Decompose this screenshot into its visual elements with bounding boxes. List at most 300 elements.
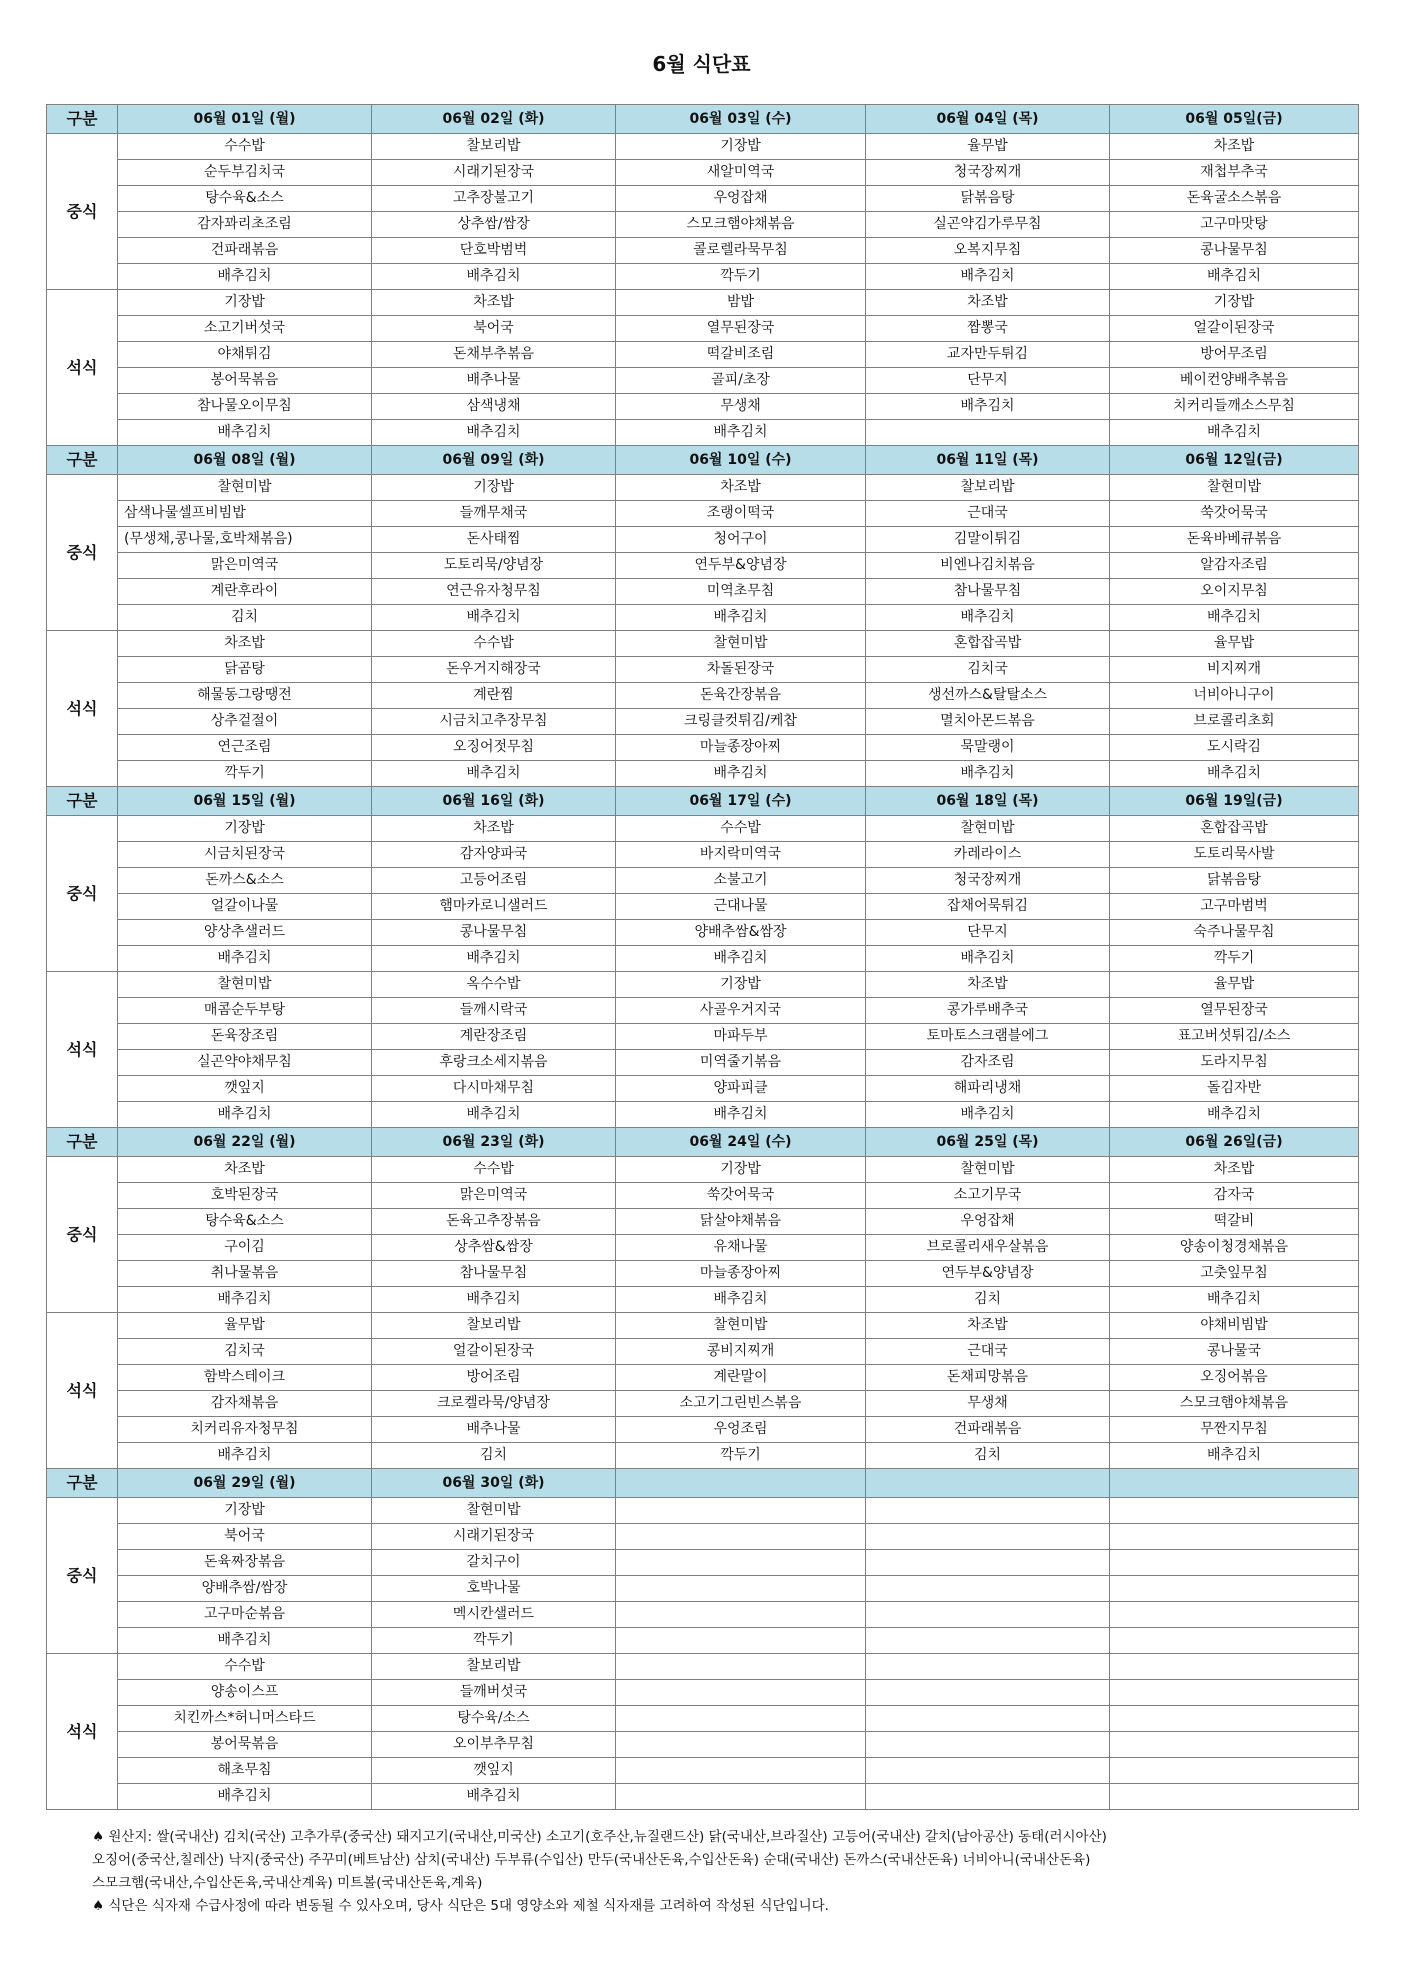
menu-item: 상추쌈&쌈장 <box>372 1235 616 1261</box>
disclaimer-note: ♠ 식단은 식자재 수급사정에 따라 변동될 수 있사오며, 당사 식단은 5대 영양소와 제철 식자재를 고려하여 작성된 식단입니다. <box>92 1898 829 1914</box>
dinner-row <box>47 1024 1359 1050</box>
dinner-row <box>47 735 1359 761</box>
menu-item: 스모크햄야채볶음 <box>616 212 866 238</box>
menu-item: 사골우거지국 <box>616 998 866 1024</box>
menu-item <box>1110 1550 1359 1576</box>
menu-item: 치커리들깨소스무침 <box>1110 394 1359 420</box>
menu-item: 돈육짜장볶음 <box>118 1550 372 1576</box>
menu-item: 콩나물무침 <box>1110 238 1359 264</box>
menu-item: 차조밥 <box>118 631 372 657</box>
menu-item: 햄마카로니샐러드 <box>372 894 616 920</box>
menu-item: 치커리유자청무침 <box>118 1417 372 1443</box>
menu-item: 콩가루배추국 <box>866 998 1110 1024</box>
menu-item: 계란장조림 <box>372 1024 616 1050</box>
menu-item: 기장밥 <box>616 134 866 160</box>
menu-item: 돈육간장볶음 <box>616 683 866 709</box>
menu-item: 상추겉절이 <box>118 709 372 735</box>
day-header: 06월 30일 (화) <box>372 1469 616 1498</box>
menu-item: 소불고기 <box>616 868 866 894</box>
menu-item: 율무밥 <box>866 134 1110 160</box>
lunch-row <box>47 1261 1359 1287</box>
menu-item: 감자채볶음 <box>118 1391 372 1417</box>
lunch-row <box>47 1550 1359 1576</box>
menu-item: 기장밥 <box>616 972 866 998</box>
menu-item <box>616 1550 866 1576</box>
menu-item: 기장밥 <box>118 1498 372 1524</box>
dinner-row <box>47 1365 1359 1391</box>
menu-item: 양배추쌈/쌈장 <box>118 1576 372 1602</box>
menu-item: 배추김치 <box>372 1287 616 1313</box>
menu-item <box>1110 1784 1359 1810</box>
menu-item: 배추김치 <box>1110 264 1359 290</box>
menu-item: 닭볶음탕 <box>866 186 1110 212</box>
lunch-row <box>47 238 1359 264</box>
menu-item: 너비아니구이 <box>1110 683 1359 709</box>
lunch-row <box>47 501 1359 527</box>
dinner-row <box>47 1050 1359 1076</box>
menu-item: 크링클컷튀김/케찹 <box>616 709 866 735</box>
menu-item <box>866 1602 1110 1628</box>
menu-item <box>1110 1524 1359 1550</box>
dinner-row <box>47 1654 1359 1680</box>
menu-item: 들깨시락국 <box>372 998 616 1024</box>
menu-item: 미역줄기볶음 <box>616 1050 866 1076</box>
menu-item <box>866 1628 1110 1654</box>
menu-item: 닭곰탕 <box>118 657 372 683</box>
menu-item: 치킨까스*허니머스타드 <box>118 1706 372 1732</box>
origin-note-line-1: ♠ 원산지: 쌀(국내산) 김치(국산) 고추가루(중국산) 돼지고기(국내산,미국산) 소고기(호주산,뉴질랜드산) 닭(국내산,브라질산) 고등어(국내산) 갈치(남아공산) 동태(러시아산) <box>92 1829 1107 1845</box>
dinner-row <box>47 1102 1359 1128</box>
menu-item: 시래기된장국 <box>372 1524 616 1550</box>
dinner-label: 석식 <box>47 1313 118 1469</box>
menu-item <box>616 1758 866 1784</box>
week-header-row <box>47 787 1359 816</box>
menu-item: 배추김치 <box>1110 1102 1359 1128</box>
menu-item: 후랑크소세지볶음 <box>372 1050 616 1076</box>
lunch-row <box>47 894 1359 920</box>
menu-item: 돈까스&소스 <box>118 868 372 894</box>
menu-item: 다시마채무침 <box>372 1076 616 1102</box>
menu-item: 실곤약김가루무침 <box>866 212 1110 238</box>
menu-item: 갈치구이 <box>372 1550 616 1576</box>
menu-item: 배추김치 <box>616 946 866 972</box>
menu-item: 브로콜리새우살볶음 <box>866 1235 1110 1261</box>
menu-item: 찰보리밥 <box>866 475 1110 501</box>
menu-item: 기장밥 <box>616 1157 866 1183</box>
day-header: 06월 15일 (월) <box>118 787 372 816</box>
menu-item <box>616 1602 866 1628</box>
lunch-label: 중식 <box>47 134 118 290</box>
menu-item: 북어국 <box>118 1524 372 1550</box>
lunch-row <box>47 842 1359 868</box>
menu-item: 감자국 <box>1110 1183 1359 1209</box>
menu-item: 연두부&양념장 <box>866 1261 1110 1287</box>
day-header: 06월 22일 (월) <box>118 1128 372 1157</box>
menu-item: 돌김자반 <box>1110 1076 1359 1102</box>
menu-item: 차조밥 <box>866 1313 1110 1339</box>
menu-item: 비엔나김치볶음 <box>866 553 1110 579</box>
origin-note-line-3: 스모크햄(국내산,수입산돈육,국내산계육) 미트볼(국내산돈육,계육) <box>92 1875 483 1891</box>
menu-item: 돈우거지해장국 <box>372 657 616 683</box>
lunch-row <box>47 1576 1359 1602</box>
lunch-label: 중식 <box>47 475 118 631</box>
menu-item: 배추김치 <box>118 264 372 290</box>
menu-item: 배추김치 <box>118 1628 372 1654</box>
menu-item: 돈육고추장볶음 <box>372 1209 616 1235</box>
menu-item: 찰현미밥 <box>1110 475 1359 501</box>
menu-item: 탕수육&소스 <box>118 1209 372 1235</box>
menu-item <box>1110 1732 1359 1758</box>
menu-item <box>866 1654 1110 1680</box>
menu-item: 양상추샐러드 <box>118 920 372 946</box>
menu-item: 소고기그린빈스볶음 <box>616 1391 866 1417</box>
lunch-row <box>47 1235 1359 1261</box>
menu-item: 찰보리밥 <box>372 1654 616 1680</box>
menu-item: 숙주나물무침 <box>1110 920 1359 946</box>
menu-item <box>616 1524 866 1550</box>
menu-item: 쑥갓어묵국 <box>616 1183 866 1209</box>
menu-item: 연근조림 <box>118 735 372 761</box>
dinner-row <box>47 631 1359 657</box>
menu-item: 탕수육/소스 <box>372 1706 616 1732</box>
menu-item: 양송이청경채볶음 <box>1110 1235 1359 1261</box>
menu-item: 북어국 <box>372 316 616 342</box>
week-header-row <box>47 446 1359 475</box>
page-title: 6월 식단표 <box>652 52 751 76</box>
day-header: 06월 10일 (수) <box>616 446 866 475</box>
menu-item: 짬뽕국 <box>866 316 1110 342</box>
lunch-row <box>47 605 1359 631</box>
menu-item <box>866 1784 1110 1810</box>
origin-note-line-2: 오징어(중국산,칠레산) 낙지(중국산) 주꾸미(베트남산) 삼치(국내산) 두부류(수입산) 만두(국내산돈육,수입산돈육) 순대(국내산) 돈까스(국내산돈육) 너비아니(국내산돈육) <box>92 1852 1091 1868</box>
menu-item: 돈사태찜 <box>372 527 616 553</box>
dinner-row <box>47 1339 1359 1365</box>
menu-item: 차조밥 <box>866 290 1110 316</box>
menu-item <box>866 1550 1110 1576</box>
menu-item: 교자만두튀김 <box>866 342 1110 368</box>
menu-item: 방어조림 <box>372 1365 616 1391</box>
menu-item <box>1110 1758 1359 1784</box>
dinner-row <box>47 709 1359 735</box>
day-header: 06월 29일 (월) <box>118 1469 372 1498</box>
gubun-header: 구분 <box>47 446 118 475</box>
menu-item: 김치 <box>372 1443 616 1469</box>
menu-item: 근대국 <box>866 1339 1110 1365</box>
day-header: 06월 23일 (화) <box>372 1128 616 1157</box>
menu-item: 배추김치 <box>866 264 1110 290</box>
menu-item: 돈육장조림 <box>118 1024 372 1050</box>
menu-item: 깻잎지 <box>118 1076 372 1102</box>
menu-item <box>1110 1576 1359 1602</box>
menu-item: 오징어볶음 <box>1110 1365 1359 1391</box>
menu-item: 오징어젓무침 <box>372 735 616 761</box>
menu-item: 떡갈비조림 <box>616 342 866 368</box>
menu-item: 청국장찌개 <box>866 160 1110 186</box>
day-header: 06월 02일 (화) <box>372 105 616 134</box>
dinner-row <box>47 998 1359 1024</box>
menu-item: 찰현미밥 <box>118 972 372 998</box>
menu-item: 배추김치 <box>866 394 1110 420</box>
menu-item: 김치 <box>866 1443 1110 1469</box>
menu-item <box>866 1576 1110 1602</box>
dinner-label: 석식 <box>47 1654 118 1810</box>
menu-item: 배추김치 <box>372 605 616 631</box>
menu-table <box>46 104 1359 1810</box>
lunch-row <box>47 1209 1359 1235</box>
menu-item: 차조밥 <box>372 290 616 316</box>
lunch-row <box>47 1498 1359 1524</box>
menu-item: 수수밥 <box>616 816 866 842</box>
menu-item: 차조밥 <box>1110 134 1359 160</box>
lunch-row <box>47 1157 1359 1183</box>
menu-item: 배추김치 <box>866 605 1110 631</box>
menu-item: 도토리묵사발 <box>1110 842 1359 868</box>
menu-item <box>866 1524 1110 1550</box>
menu-item: 배추김치 <box>866 1102 1110 1128</box>
menu-item <box>1110 1680 1359 1706</box>
menu-item: 계란후라이 <box>118 579 372 605</box>
menu-item: 고구마맛탕 <box>1110 212 1359 238</box>
menu-item <box>866 1706 1110 1732</box>
menu-item: 미역초무침 <box>616 579 866 605</box>
menu-item: 돈육바베큐볶음 <box>1110 527 1359 553</box>
menu-item: 배추김치 <box>616 1102 866 1128</box>
gubun-header: 구분 <box>47 787 118 816</box>
lunch-row <box>47 160 1359 186</box>
menu-item: 차조밥 <box>616 475 866 501</box>
lunch-row <box>47 579 1359 605</box>
lunch-row <box>47 212 1359 238</box>
day-header: 06월 26일(금) <box>1110 1128 1359 1157</box>
day-header: 06월 04일 (목) <box>866 105 1110 134</box>
menu-item <box>616 1628 866 1654</box>
menu-item <box>1110 1602 1359 1628</box>
dinner-label: 석식 <box>47 290 118 446</box>
menu-item <box>616 1706 866 1732</box>
menu-item: 계란찜 <box>372 683 616 709</box>
week-header-row <box>47 105 1359 134</box>
menu-item: 배추김치 <box>372 1102 616 1128</box>
menu-item: 기장밥 <box>372 475 616 501</box>
menu-item: 삼색냉채 <box>372 394 616 420</box>
day-header <box>866 1469 1110 1498</box>
menu-item: 상추쌈/쌈장 <box>372 212 616 238</box>
menu-item <box>866 420 1110 446</box>
lunch-row <box>47 553 1359 579</box>
lunch-row <box>47 1183 1359 1209</box>
menu-item <box>616 1680 866 1706</box>
menu-item: 알감자조림 <box>1110 553 1359 579</box>
menu-item: 배추김치 <box>372 420 616 446</box>
day-header: 06월 09일 (화) <box>372 446 616 475</box>
lunch-label: 중식 <box>47 1498 118 1654</box>
menu-item: 수수밥 <box>372 631 616 657</box>
gubun-header: 구분 <box>47 1128 118 1157</box>
menu-item: 크로켈라묵/양념장 <box>372 1391 616 1417</box>
menu-item: 김말이튀김 <box>866 527 1110 553</box>
menu-item: 깍두기 <box>616 264 866 290</box>
week-header-row <box>47 1128 1359 1157</box>
menu-item: 건파래볶음 <box>118 238 372 264</box>
menu-item: 배추나물 <box>372 1417 616 1443</box>
menu-item: 실곤약야채무침 <box>118 1050 372 1076</box>
menu-item: 차조밥 <box>1110 1157 1359 1183</box>
menu-item: 감자꽈리초조림 <box>118 212 372 238</box>
menu-item: 수수밥 <box>118 1654 372 1680</box>
week-header-row <box>47 1469 1359 1498</box>
dinner-row <box>47 1076 1359 1102</box>
menu-item: 찰현미밥 <box>866 816 1110 842</box>
menu-item: 재첩부추국 <box>1110 160 1359 186</box>
menu-item: 배추김치 <box>118 1443 372 1469</box>
menu-item: 찰현미밥 <box>372 1498 616 1524</box>
menu-item: 잡채어묵튀김 <box>866 894 1110 920</box>
menu-item: 감자양파국 <box>372 842 616 868</box>
dinner-row <box>47 1417 1359 1443</box>
menu-item: 감자조림 <box>866 1050 1110 1076</box>
menu-item: 배추김치 <box>616 420 866 446</box>
menu-item: 밤밥 <box>616 290 866 316</box>
menu-item: 구이김 <box>118 1235 372 1261</box>
menu-item: 호박된장국 <box>118 1183 372 1209</box>
menu-item: 도라지무침 <box>1110 1050 1359 1076</box>
menu-item: 맑은미역국 <box>118 553 372 579</box>
menu-item: 멸치아몬드볶음 <box>866 709 1110 735</box>
day-header: 06월 11일 (목) <box>866 446 1110 475</box>
menu-item: 김치국 <box>866 657 1110 683</box>
menu-item: 양파피클 <box>616 1076 866 1102</box>
dinner-row <box>47 368 1359 394</box>
menu-item: 배추김치 <box>866 946 1110 972</box>
menu-item: 차조밥 <box>372 816 616 842</box>
dinner-row <box>47 1758 1359 1784</box>
menu-item: 배추김치 <box>616 761 866 787</box>
dinner-row <box>47 342 1359 368</box>
menu-item: 양송이스프 <box>118 1680 372 1706</box>
menu-item: 배추김치 <box>372 264 616 290</box>
lunch-row <box>47 527 1359 553</box>
menu-item: 고춧잎무침 <box>1110 1261 1359 1287</box>
menu-item: 소고기무국 <box>866 1183 1110 1209</box>
menu-item: 토마토스크램블에그 <box>866 1024 1110 1050</box>
menu-item: 생선까스&탈탈소스 <box>866 683 1110 709</box>
menu-item: 해물동그랑땡전 <box>118 683 372 709</box>
menu-item: 청국장찌개 <box>866 868 1110 894</box>
menu-item: 시금치고추장무침 <box>372 709 616 735</box>
menu-item: 배추김치 <box>1110 1287 1359 1313</box>
menu-item: 참나물무침 <box>866 579 1110 605</box>
menu-item: 카레라이스 <box>866 842 1110 868</box>
menu-item: 율무밥 <box>1110 631 1359 657</box>
menu-item: 닭볶음탕 <box>1110 868 1359 894</box>
menu-item: 표고버섯튀김/소스 <box>1110 1024 1359 1050</box>
menu-item: 떡갈비 <box>1110 1209 1359 1235</box>
menu-item: 탕수육&소스 <box>118 186 372 212</box>
menu-item <box>616 1576 866 1602</box>
dinner-row <box>47 761 1359 787</box>
menu-item: 배추김치 <box>1110 1443 1359 1469</box>
menu-item: 닭살야채볶음 <box>616 1209 866 1235</box>
menu-item: 야채비빔밥 <box>1110 1313 1359 1339</box>
menu-item: 혼합잡곡밥 <box>866 631 1110 657</box>
menu-item: 얼갈이나물 <box>118 894 372 920</box>
day-header: 06월 03일 (수) <box>616 105 866 134</box>
menu-item: 스모크햄야채볶음 <box>1110 1391 1359 1417</box>
menu-item: 혼합잡곡밥 <box>1110 816 1359 842</box>
menu-item: 들깨버섯국 <box>372 1680 616 1706</box>
dinner-row <box>47 1313 1359 1339</box>
menu-item: 무짠지무침 <box>1110 1417 1359 1443</box>
menu-item: 돈채부추볶음 <box>372 342 616 368</box>
menu-item <box>866 1680 1110 1706</box>
menu-item: 찰보리밥 <box>372 134 616 160</box>
menu-item: 새알미역국 <box>616 160 866 186</box>
menu-item: 마파두부 <box>616 1024 866 1050</box>
menu-item <box>866 1758 1110 1784</box>
menu-item: 배추김치 <box>118 1784 372 1810</box>
menu-item: 콩비지찌개 <box>616 1339 866 1365</box>
menu-item: 유채나물 <box>616 1235 866 1261</box>
menu-item: 수수밥 <box>118 134 372 160</box>
lunch-row <box>47 1287 1359 1313</box>
menu-item: 차돌된장국 <box>616 657 866 683</box>
menu-item: 배추김치 <box>866 761 1110 787</box>
menu-item: 매콤순두부탕 <box>118 998 372 1024</box>
menu-item: 소고기버섯국 <box>118 316 372 342</box>
menu-item: 도시락김 <box>1110 735 1359 761</box>
menu-item <box>616 1784 866 1810</box>
menu-item: 옥수수밥 <box>372 972 616 998</box>
menu-item: 청어구이 <box>616 527 866 553</box>
menu-item: 바지락미역국 <box>616 842 866 868</box>
menu-item: 무생채 <box>616 394 866 420</box>
menu-item: 배추김치 <box>118 1287 372 1313</box>
lunch-row <box>47 920 1359 946</box>
day-header: 06월 25일 (목) <box>866 1128 1110 1157</box>
menu-item: 삼색나물셀프비빔밥 <box>118 501 372 527</box>
day-header: 06월 05일(금) <box>1110 105 1359 134</box>
menu-item: 김치국 <box>118 1339 372 1365</box>
menu-item: 배추나물 <box>372 368 616 394</box>
menu-item: 배추김치 <box>118 420 372 446</box>
menu-item: 배추김치 <box>1110 605 1359 631</box>
menu-item: 단무지 <box>866 920 1110 946</box>
dinner-row <box>47 972 1359 998</box>
menu-item: 단무지 <box>866 368 1110 394</box>
menu-item: 열무된장국 <box>616 316 866 342</box>
menu-item: 얼갈이된장국 <box>372 1339 616 1365</box>
dinner-row <box>47 1443 1359 1469</box>
menu-item: 연두부&양념장 <box>616 553 866 579</box>
lunch-row <box>47 1628 1359 1654</box>
lunch-row <box>47 134 1359 160</box>
menu-item: 차조밥 <box>866 972 1110 998</box>
menu-item: 기장밥 <box>118 816 372 842</box>
footnotes <box>92 1826 1372 1918</box>
menu-item: 순두부김치국 <box>118 160 372 186</box>
menu-item: 찰현미밥 <box>616 1313 866 1339</box>
menu-item: 고등어조림 <box>372 868 616 894</box>
menu-item: 마늘종장아찌 <box>616 735 866 761</box>
menu-item: (무생채,콩나물,호박채볶음) <box>118 527 372 553</box>
day-header <box>616 1469 866 1498</box>
menu-item: 오이지무침 <box>1110 579 1359 605</box>
menu-item: 배추김치 <box>616 1287 866 1313</box>
day-header: 06월 17일 (수) <box>616 787 866 816</box>
menu-item: 묵말랭이 <box>866 735 1110 761</box>
menu-item: 브로콜리초회 <box>1110 709 1359 735</box>
lunch-row <box>47 946 1359 972</box>
